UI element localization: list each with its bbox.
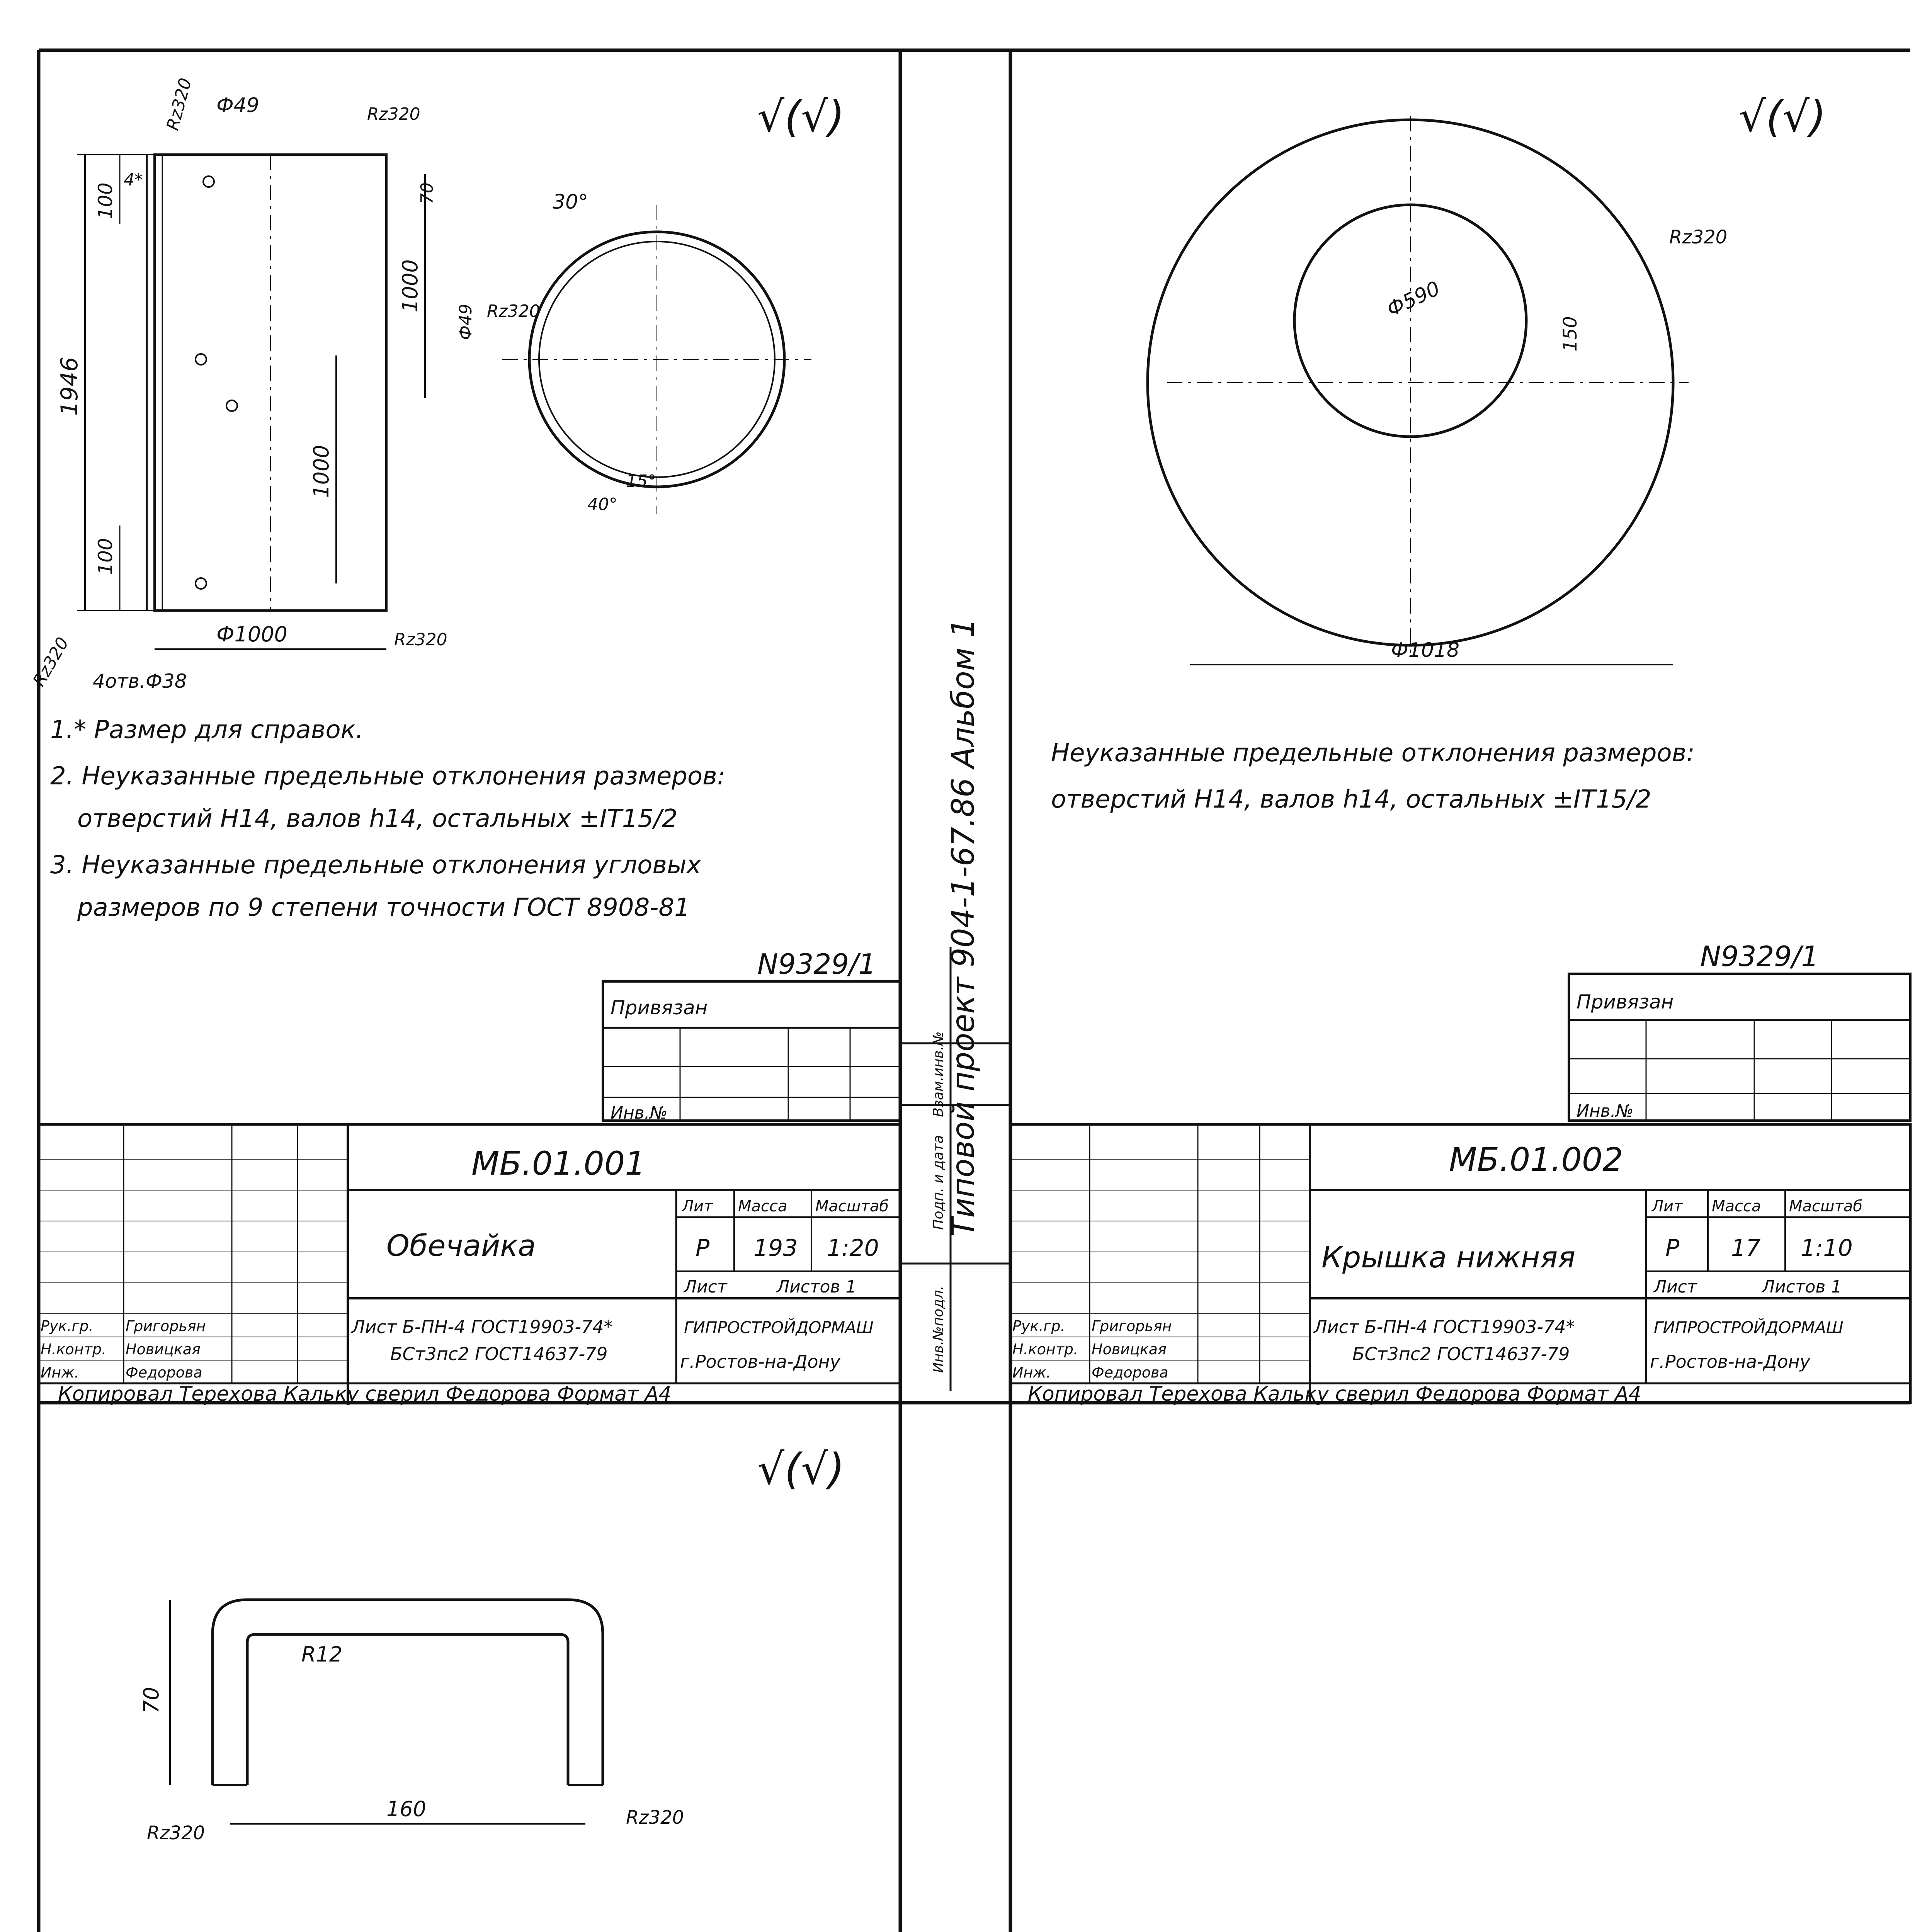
margin-label-vzam: Взам.инв.№ xyxy=(930,1031,946,1117)
copy-line-1: Копировал Терехова Кальку сверил Федорова Формат А4 xyxy=(58,1383,672,1406)
scale-2: 1:10 xyxy=(1801,1235,1853,1262)
dim-rz320-cover: Rz320 xyxy=(1669,226,1728,248)
dim-rz320-c: Rz320 xyxy=(394,630,447,650)
doc-number-2: N9329/1 xyxy=(1700,940,1819,973)
bracket-inner xyxy=(247,1634,568,1785)
role-2a: Рук.гр. xyxy=(1012,1318,1065,1335)
dim-rz320-d: Rz320 xyxy=(29,634,73,690)
bracket-outer xyxy=(213,1600,603,1785)
name-1c: Федорова xyxy=(126,1364,202,1381)
lit-1: Р xyxy=(696,1235,710,1262)
material-1b: БСт3пс2 ГОСТ14637-79 xyxy=(390,1344,608,1364)
note-2-1: Неуказанные предельные отклонения размеров: xyxy=(1051,739,1695,767)
city-2: г.Ростов-на-Дону xyxy=(1650,1351,1810,1372)
privyazan-1: Привязан xyxy=(611,997,708,1019)
dim-angle-30: 30° xyxy=(553,190,588,214)
sheets-1: Листов 1 xyxy=(777,1277,857,1297)
dim-4-star: 4* xyxy=(124,170,143,190)
role-2b: Н.контр. xyxy=(1012,1341,1078,1358)
role-1c: Инж. xyxy=(41,1364,79,1381)
note-2-2: отверстий H14, валов h14, остальных ±IT15/2 xyxy=(1051,785,1651,814)
name-2: Крышка нижняя xyxy=(1321,1240,1576,1274)
mass-1: 193 xyxy=(753,1235,798,1262)
dim-r12: R12 xyxy=(301,1642,343,1667)
city-1: г.Ростов-на-Дону xyxy=(680,1351,840,1372)
hdr-lit-2: Лит xyxy=(1652,1197,1683,1215)
role-2c: Инж. xyxy=(1012,1364,1051,1381)
hdr-scale-2: Масштаб xyxy=(1789,1197,1863,1215)
name-1b: Новицкая xyxy=(126,1341,201,1358)
dim-angle-15: 15° xyxy=(626,471,656,491)
hdr-mass-1: Масса xyxy=(738,1197,787,1215)
role-1a: Рук.гр. xyxy=(41,1318,94,1335)
inv-1: Инв.№ xyxy=(611,1103,668,1123)
sheet-1: Лист xyxy=(684,1277,727,1297)
code-1: МБ.01.001 xyxy=(471,1145,646,1182)
note-1-4: 3. Неуказанные предельные отклонения угловых xyxy=(50,851,701,879)
roughness-symbol-3: √(√) xyxy=(757,1444,845,1494)
dim-70-bracket: 70 xyxy=(139,1687,163,1714)
roughness-symbol-1: √(√) xyxy=(757,92,845,141)
dim-100-top: 100 xyxy=(94,182,117,219)
mass-2: 17 xyxy=(1731,1235,1761,1262)
dim-rz320-a: Rz320 xyxy=(163,76,196,133)
dim-angle-40: 40° xyxy=(587,495,617,514)
name-2a: Григорьян xyxy=(1092,1318,1172,1335)
dim-4-holes: 4отв.Ф38 xyxy=(93,670,187,692)
dim-1000-lower: 1000 xyxy=(309,445,333,498)
lit-2: Р xyxy=(1665,1235,1680,1262)
name-2c: Федорова xyxy=(1092,1364,1168,1381)
inv-2: Инв.№ xyxy=(1577,1101,1634,1121)
margin-label-inv: Инв.№подл. xyxy=(930,1286,946,1373)
dim-70: 70 xyxy=(417,182,437,204)
dim-rz320-b: Rz320 xyxy=(367,104,420,124)
material-2a: Лист Б-ПН-4 ГОСТ19903-74* xyxy=(1314,1316,1575,1337)
note-1-1: 1.* Размер для справок. xyxy=(50,716,364,744)
drawing-2-kryshka xyxy=(1010,92,1910,1406)
sheet-2: Лист xyxy=(1654,1277,1697,1297)
roughness-symbol-2: √(√) xyxy=(1739,92,1827,141)
drawing-3-skoba xyxy=(39,1444,900,1932)
dim-phi590: Ф590 xyxy=(1383,277,1444,321)
dim-phi49-side: Ф49 xyxy=(456,304,476,340)
margin-title: Типовой проект 904-1-67.86 Альбом 1 xyxy=(945,618,981,1237)
material-2b: БСт3пс2 ГОСТ14637-79 xyxy=(1352,1344,1570,1364)
doc-number-1: N9329/1 xyxy=(757,948,876,980)
note-1-3: отверстий H14, валов h14, остальных ±IT15/2 xyxy=(77,804,678,833)
copy-line-2: Копировал Терехова Кальку сверил Федорова Формат А4 xyxy=(1028,1383,1641,1406)
margin-strip xyxy=(900,618,1010,1391)
note-1-2: 2. Неуказанные предельные отклонения размеров: xyxy=(50,762,726,791)
drawing-1-obechayka xyxy=(29,76,900,1406)
name-1a: Григорьян xyxy=(126,1318,206,1335)
dim-rz320-left: Rz320 xyxy=(147,1822,205,1844)
dim-160: 160 xyxy=(386,1797,427,1821)
scale-1: 1:20 xyxy=(827,1235,879,1262)
dim-phi1018: Ф1018 xyxy=(1391,639,1460,662)
code-2: МБ.01.002 xyxy=(1449,1141,1623,1179)
hdr-mass-2: Масса xyxy=(1712,1197,1761,1215)
dim-100-bottom: 100 xyxy=(94,538,117,575)
name-1: Обечайка xyxy=(386,1228,536,1263)
hdr-lit-1: Лит xyxy=(682,1197,713,1215)
dim-1000-upper: 1000 xyxy=(398,259,422,313)
dim-150: 150 xyxy=(1560,316,1581,352)
org-2: ГИПРОСТРОЙДОРМАШ xyxy=(1654,1318,1844,1337)
note-1-5: размеров по 9 степени точности ГОСТ 8908-81 xyxy=(77,893,690,922)
margin-label-podp: Подп. и дата xyxy=(930,1135,946,1230)
dim-1946: 1946 xyxy=(56,357,83,416)
org-1: ГИПРОСТРОЙДОРМАШ xyxy=(684,1318,874,1337)
dim-rz320-right: Rz320 xyxy=(626,1807,684,1828)
sheets-2: Листов 1 xyxy=(1762,1277,1842,1297)
dim-phi1000: Ф1000 xyxy=(216,622,287,646)
dim-phi49-top: Ф49 xyxy=(216,94,259,117)
hdr-scale-1: Масштаб xyxy=(815,1197,889,1215)
dim-rz320-e: Rz320 xyxy=(487,301,540,321)
material-1a: Лист Б-ПН-4 ГОСТ19903-74* xyxy=(352,1316,613,1337)
name-2b: Новицкая xyxy=(1092,1341,1167,1358)
privyazan-2: Привязан xyxy=(1577,991,1674,1013)
role-1b: Н.контр. xyxy=(41,1341,107,1358)
